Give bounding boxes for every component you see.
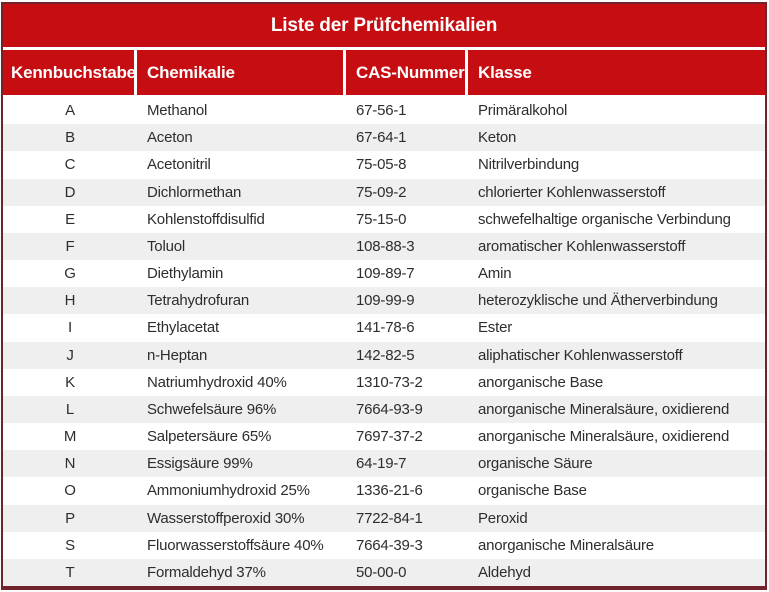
cell-cas-nummer: 75-05-8 [356,156,407,174]
cell-chemikalie: Methanol [147,102,208,120]
table-row [3,124,765,151]
cell-cas-nummer: 64-19-7 [356,455,407,473]
cell-cas-nummer: 7697-37-2 [356,428,423,446]
cell-cas-nummer: 109-99-9 [356,292,415,310]
column-header-klasse: Klasse [478,62,532,82]
cell-cas-nummer: 142-82-5 [356,346,415,364]
cell-klasse: aromatischer Kohlenwasserstoff [478,237,686,255]
cell-chemikalie: Acetonitril [147,156,211,174]
cell-chemikalie: n-Heptan [147,346,208,364]
table-row [3,260,765,287]
table-title-bar [3,4,765,47]
cell-klasse: aliphatischer Kohlenwasserstoff [478,346,683,364]
table-row [3,532,765,559]
table-row [3,342,765,369]
cell-chemikalie: Ethylacetat [147,319,220,337]
cell-klasse: chlorierter Kohlenwasserstoff [478,183,666,201]
cell-cas-nummer: 75-09-2 [356,183,407,201]
cell-kennbuchstabe: C [64,156,76,174]
column-header-cas-nummer: CAS-Nummer [346,50,468,95]
cell-cas-nummer: 67-56-1 [356,102,407,120]
table-row [3,423,765,450]
cell-kennbuchstabe: S [65,536,75,554]
table-row [3,314,765,341]
cell-kennbuchstabe: J [66,346,74,364]
cell-klasse: Primäralkohol [478,102,568,120]
cell-chemikalie: Tetrahydrofuran [147,292,250,310]
cell-chemikalie: Ammoniumhydroxid 25% [147,482,310,500]
cell-chemikalie: Toluol [147,237,185,255]
cell-kennbuchstabe: M [63,428,77,446]
cell-kennbuchstabe: L [65,400,75,418]
cell-cas-nummer: 50-00-0 [356,564,407,581]
cell-cas-nummer: 1310-73-2 [356,373,423,391]
table-body [3,97,765,586]
page-title: Liste der Prüfchemikalien [270,14,498,36]
cell-klasse: anorganische Base [478,373,604,391]
cell-chemikalie: Formaldehyd 37% [147,564,266,581]
cell-klasse: anorganische Mineralsäure, oxidierend [478,400,730,418]
cell-cas-nummer: 1336-21-6 [356,482,423,500]
cell-klasse: anorganische Mineralsäure, oxidierend [478,428,730,446]
cell-klasse: Ester [478,319,513,337]
cell-kennbuchstabe: N [64,455,76,473]
cell-klasse: schwefelhaltige organische Verbindung [478,210,731,228]
cell-chemikalie: Schwefelsäure 96% [147,400,277,418]
cell-klasse: organische Base [478,482,587,500]
cell-cas-nummer: 75-15-0 [356,210,407,228]
cell-chemikalie: Salpetersäure 65% [147,428,272,446]
cell-kennbuchstabe: E [65,210,75,228]
table-row [3,97,765,124]
cell-kennbuchstabe: H [64,292,76,310]
table-row [3,179,765,206]
cell-cas-nummer: 67-64-1 [356,129,407,147]
cell-cas-nummer: 108-88-3 [356,237,415,255]
cell-chemikalie: Aceton [147,129,193,147]
cell-chemikalie: Dichlormethan [147,183,242,201]
cell-kennbuchstabe: A [65,102,75,120]
table-row [3,450,765,477]
cell-chemikalie: Kohlenstoffdisulfid [147,210,265,228]
table-row [3,505,765,532]
table-row [3,233,765,260]
cell-klasse: Peroxid [478,509,528,527]
column-header-chemikalie: Chemikalie [137,50,346,95]
cell-klasse: Nitrilverbindung [478,156,580,174]
chemicals-table [1,2,767,590]
cell-chemikalie: Diethylamin [147,265,224,283]
cell-klasse: Amin [478,265,512,283]
table-row [3,369,765,396]
cell-chemikalie: Fluorwasserstoffsäure 40% [147,536,324,554]
table-row [3,477,765,504]
cell-cas-nummer: 7722-84-1 [356,509,423,527]
cell-klasse: anorganische Mineralsäure [478,536,654,554]
column-header-kennbuchstabe: Kennbuchstabe [3,50,137,95]
table-row [3,396,765,423]
cell-klasse: Aldehyd [478,564,531,581]
cell-kennbuchstabe: F [65,237,75,255]
cell-kennbuchstabe: B [65,129,75,147]
table-row [3,287,765,314]
cell-kennbuchstabe: I [68,319,72,337]
cell-kennbuchstabe: P [65,509,75,527]
cell-cas-nummer: 7664-39-3 [356,536,423,554]
table-header-row [3,50,765,95]
table-row [3,559,765,586]
cell-kennbuchstabe: G [64,265,76,283]
table-row [3,206,765,233]
cell-kennbuchstabe: O [64,482,76,500]
cell-cas-nummer: 109-89-7 [356,265,415,283]
cell-klasse: Keton [478,129,517,147]
cell-kennbuchstabe: K [65,373,75,391]
cell-chemikalie: Natriumhydroxid 40% [147,373,287,391]
cell-klasse: heterozyklische und Ätherverbindung [478,292,718,310]
cell-chemikalie: Essigsäure 99% [147,455,253,473]
cell-kennbuchstabe: T [65,564,75,581]
cell-chemikalie: Wasserstoffperoxid 30% [147,509,305,527]
table-row [3,151,765,178]
cell-cas-nummer: 7664-93-9 [356,400,423,418]
cell-kennbuchstabe: D [64,183,76,201]
cell-cas-nummer: 141-78-6 [356,319,415,337]
cell-klasse: organische Säure [478,455,593,473]
